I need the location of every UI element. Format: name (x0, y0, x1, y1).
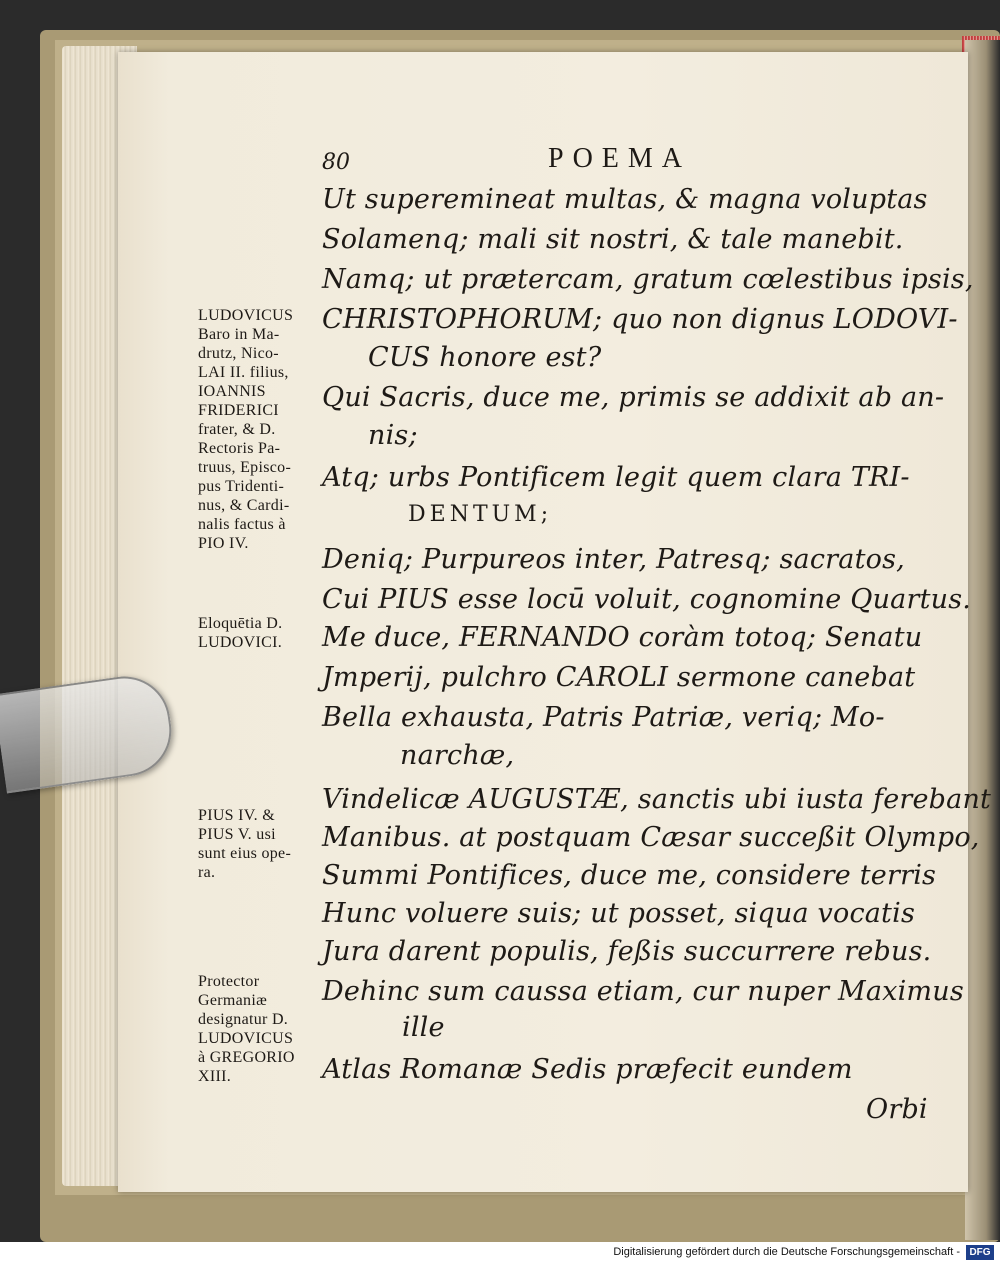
body-line: narchæ, (400, 740, 515, 771)
body-line: CHRISTOPHORUM; quo non dignus LODOVI- (322, 304, 958, 335)
body-line: Atlas Romanæ Sedis præfecit eundem (322, 1054, 853, 1085)
body-line: Ut superemineat multas, & magna voluptas (322, 184, 928, 215)
right-page-edge (965, 40, 1000, 1240)
body-line: Bella exhausta, Patris Patriæ, veriq; Mo- (322, 702, 885, 733)
funding-credit: Digitalisierung gefördert durch die Deutsche Forschungsgemeinschaft - (613, 1246, 960, 1258)
page-number: 80 (322, 150, 350, 175)
body-line: CUS honore est? (368, 342, 602, 373)
margin-note: LUDOVICUS Baro in Ma- drutz, Nico- LAI II. filius, IOANNIS FRIDERICI frater, & D. Rectoris Pa- truus, Episco- pus Tridenti- nus, & Cardi- nalis factus à PIO IV. (198, 307, 294, 552)
body-line: Manibus. at postquam Cæsar succeßit Olympo, (322, 822, 980, 853)
body-line: Jmperij, pulchro CAROLI sermone canebat (322, 662, 916, 693)
running-head: POEMA (548, 143, 692, 174)
body-line: Vindelicæ AUGUSTÆ, sanctis ubi iusta ferebant (322, 784, 992, 815)
body-line: nis; (368, 420, 418, 451)
body-line: Dehinc sum caussa etiam, cur nuper Maximus (322, 976, 964, 1007)
footer-bar (0, 1242, 1000, 1264)
body-line: ille (402, 1012, 445, 1043)
body-line: Deniq; Purpureos inter, Patresq; sacratos, (322, 544, 905, 575)
body-line: Summi Pontifices, duce me, considere terris (322, 860, 937, 891)
body-line: DENTUM; (408, 502, 553, 527)
body-line: Solamenq; mali sit nostri, & tale manebit. (322, 224, 904, 255)
catchword: Orbi (866, 1094, 928, 1125)
margin-note: Protector Germaniæ designatur D. LUDOVICUS à GREGORIO XIII. (198, 973, 295, 1085)
body-line: Atq; urbs Pontificem legit quem clara TRI- (322, 462, 910, 493)
dfg-logo: DFG (966, 1245, 994, 1260)
body-line: Hunc voluere suis; ut posset, siqua vocatis (322, 898, 916, 929)
body-line: Qui Sacris, duce me, primis se addixit ab an- (322, 382, 945, 413)
margin-note: Eloquētia D. LUDOVICI. (198, 615, 283, 651)
body-line: Jura darent populis, feßis succurrere rebus. (322, 936, 932, 967)
body-line: Cui PIUS esse locū voluit, cognomine Quartus. (322, 584, 972, 615)
body-line: Me duce, FERNANDO coràm totoq; Senatu (322, 622, 923, 653)
margin-note: PIUS IV. & PIUS V. usi sunt eius ope- ra. (198, 807, 292, 881)
body-line: Namq; ut prætercam, gratum cœlestibus ipsis, (322, 264, 974, 295)
